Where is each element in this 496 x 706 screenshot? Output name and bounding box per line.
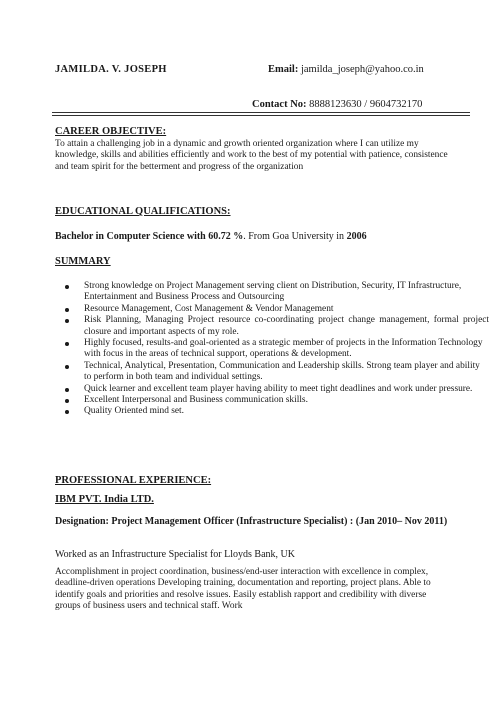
education-line <box>55 231 367 242</box>
designation-line: Designation: Project Management Officer (Infrastructure Specialist) : (Jan 2010– Nov 2011) <box>55 516 448 527</box>
worked-as-line: Worked as an Infrastructure Specialist for Lloyds Bank, UK <box>55 549 295 560</box>
experience-heading: PROFESSIONAL EXPERIENCE: <box>55 475 212 486</box>
email-label: Email: <box>268 64 299 75</box>
career-objective-text: To attain a challenging job in a dynamic and growth oriented organization where I can utilize my knowledge, skills and abilities efficiently and work to the best of my potential with patience, consistence and team spirit for the betterment and progress of the organization <box>55 139 448 172</box>
contact-line <box>252 99 422 110</box>
header-divider-second <box>52 115 470 116</box>
summary-item: Excellent Interpersonal and Business communication skills. <box>84 395 489 406</box>
accomplishment-text: Accomplishment in project coordination, business/end-user interaction with excellence in complex, deadline-driven operations Developing training, documentation and reporting, project plans. Able to identify goals and priorities and resolve issues. Easily establish rapport and credibility with diverse groups of business users and technical staff. Work <box>55 567 431 612</box>
summary-item: Resource Management, Cost Management & Vendor Management <box>84 304 489 315</box>
email-line <box>268 64 424 75</box>
summary-item: Quick learner and excellent team player having ability to meet tight deadlines and work under pressure. <box>84 384 489 395</box>
contact-value: 8888123630 / 9604732170 <box>306 99 423 110</box>
email-value: jamilda_joseph@yahoo.co.in <box>298 64 424 75</box>
education-rest: . From Goa University in <box>243 231 347 242</box>
summary-item: Highly focused, results-and goal-oriented as a strategic member of projects in the Information Technology with focus in the areas of technical support, operations & development. <box>84 338 489 361</box>
graduation-year: 2006 <box>346 231 367 242</box>
summary-item: Quality Oriented mind set. <box>84 406 489 417</box>
degree-text: Bachelor in Computer Science with 60.72 % <box>55 231 244 242</box>
summary-list <box>55 281 489 418</box>
header-divider <box>52 112 470 113</box>
contact-label: Contact No: <box>252 99 307 110</box>
career-objective-heading: CAREER OBJECTIVE: <box>55 126 167 137</box>
summary-item: Strong knowledge on Project Management serving client on Distribution, Security, IT Infrastructure, Entertainment and Business Process and Outsourcing <box>84 281 489 304</box>
education-heading: EDUCATIONAL QUALIFICATIONS: <box>55 206 231 217</box>
company-name: IBM PVT. India LTD. <box>55 494 154 505</box>
candidate-name: JAMILDA. V. JOSEPH <box>55 64 167 75</box>
summary-item: Technical, Analytical, Presentation, Communication and Leadership skills. Strong team player and ability to perform in both team and individual settings. <box>84 361 489 384</box>
summary-heading: SUMMARY <box>55 256 111 267</box>
summary-item: Risk Planning, Managing Project resource co-coordinating project change management, formal project closure and important aspects of my role. <box>84 315 489 337</box>
